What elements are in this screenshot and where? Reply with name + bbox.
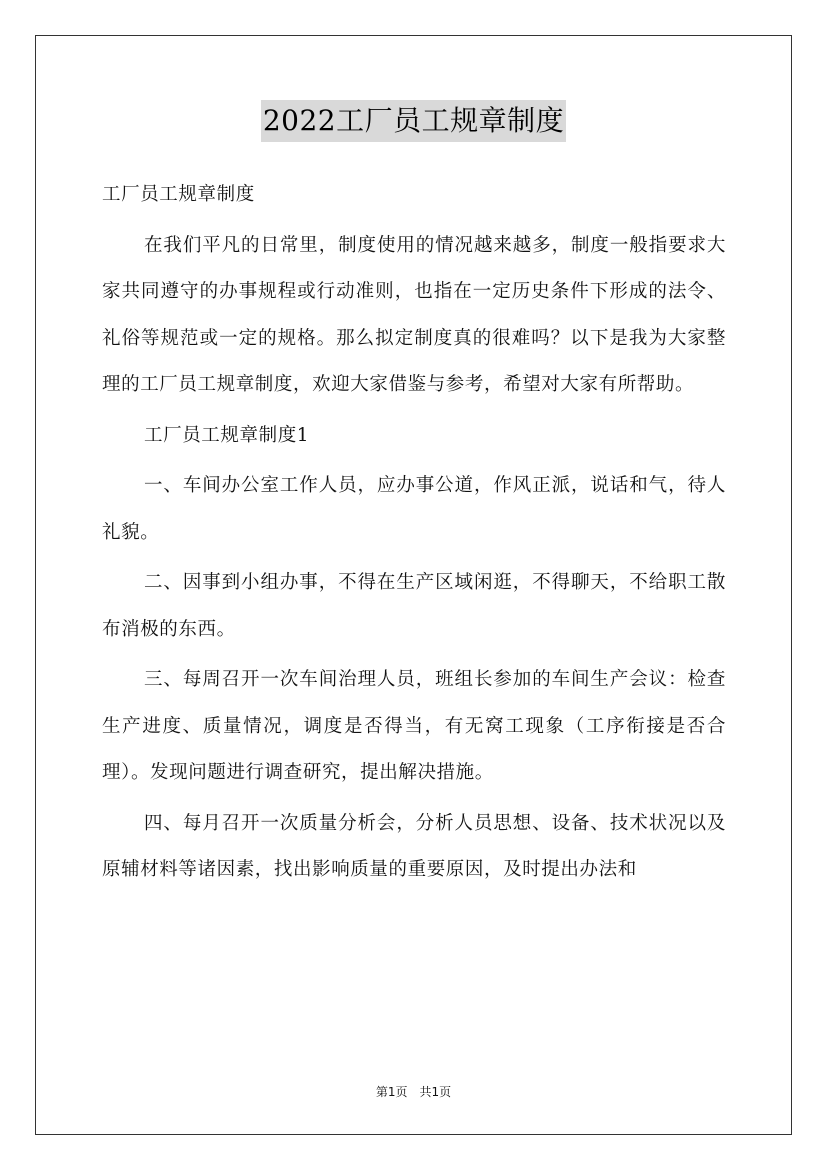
rule-paragraph-4: 四、每月召开一次质量分析会，分析人员思想、设备、技术状况以及原辅材料等诸因素，找出影响质量的重要原因，及时提出办法和 <box>102 812 726 880</box>
document-body <box>102 172 726 898</box>
document-subtitle: 工厂员工规章制度 <box>102 184 255 205</box>
document-title: 2022工厂员工规章制度 <box>261 100 566 142</box>
rule-paragraph-2: 二、因事到小组办事，不得在生产区域闲逛，不得聊天，不给职工散布消极的东西。 <box>102 572 726 640</box>
title-container <box>0 100 827 142</box>
rule-paragraph-3: 三、每周召开一次车间治理人员，班组长参加的车间生产会议：检查生产进度、质量情况，调度是否得当，有无窝工现象（工序衔接是否合理）。发现问题进行调查研究，提出解决措施。 <box>102 669 726 783</box>
rule-paragraph-1: 一、车间办公室工作人员，应办事公道，作风正派，说话和气，待人礼貌。 <box>102 475 726 543</box>
page-footer <box>0 1083 827 1100</box>
intro-paragraph: 在我们平凡的日常里，制度使用的情况越来越多，制度一般指要求大家共同遵守的办事规程或行动准则，也指在一定历史条件下形成的法令、礼俗等规范或一定的规格。那么拟定制度真的很难吗？以下是我为大家整理的工厂员工规章制度，欢迎大家借鉴与参考，希望对大家有所帮助。 <box>102 234 726 395</box>
page-number: 第1页 共1页 <box>375 1085 452 1099</box>
section-heading: 工厂员工规章制度1 <box>144 424 310 446</box>
